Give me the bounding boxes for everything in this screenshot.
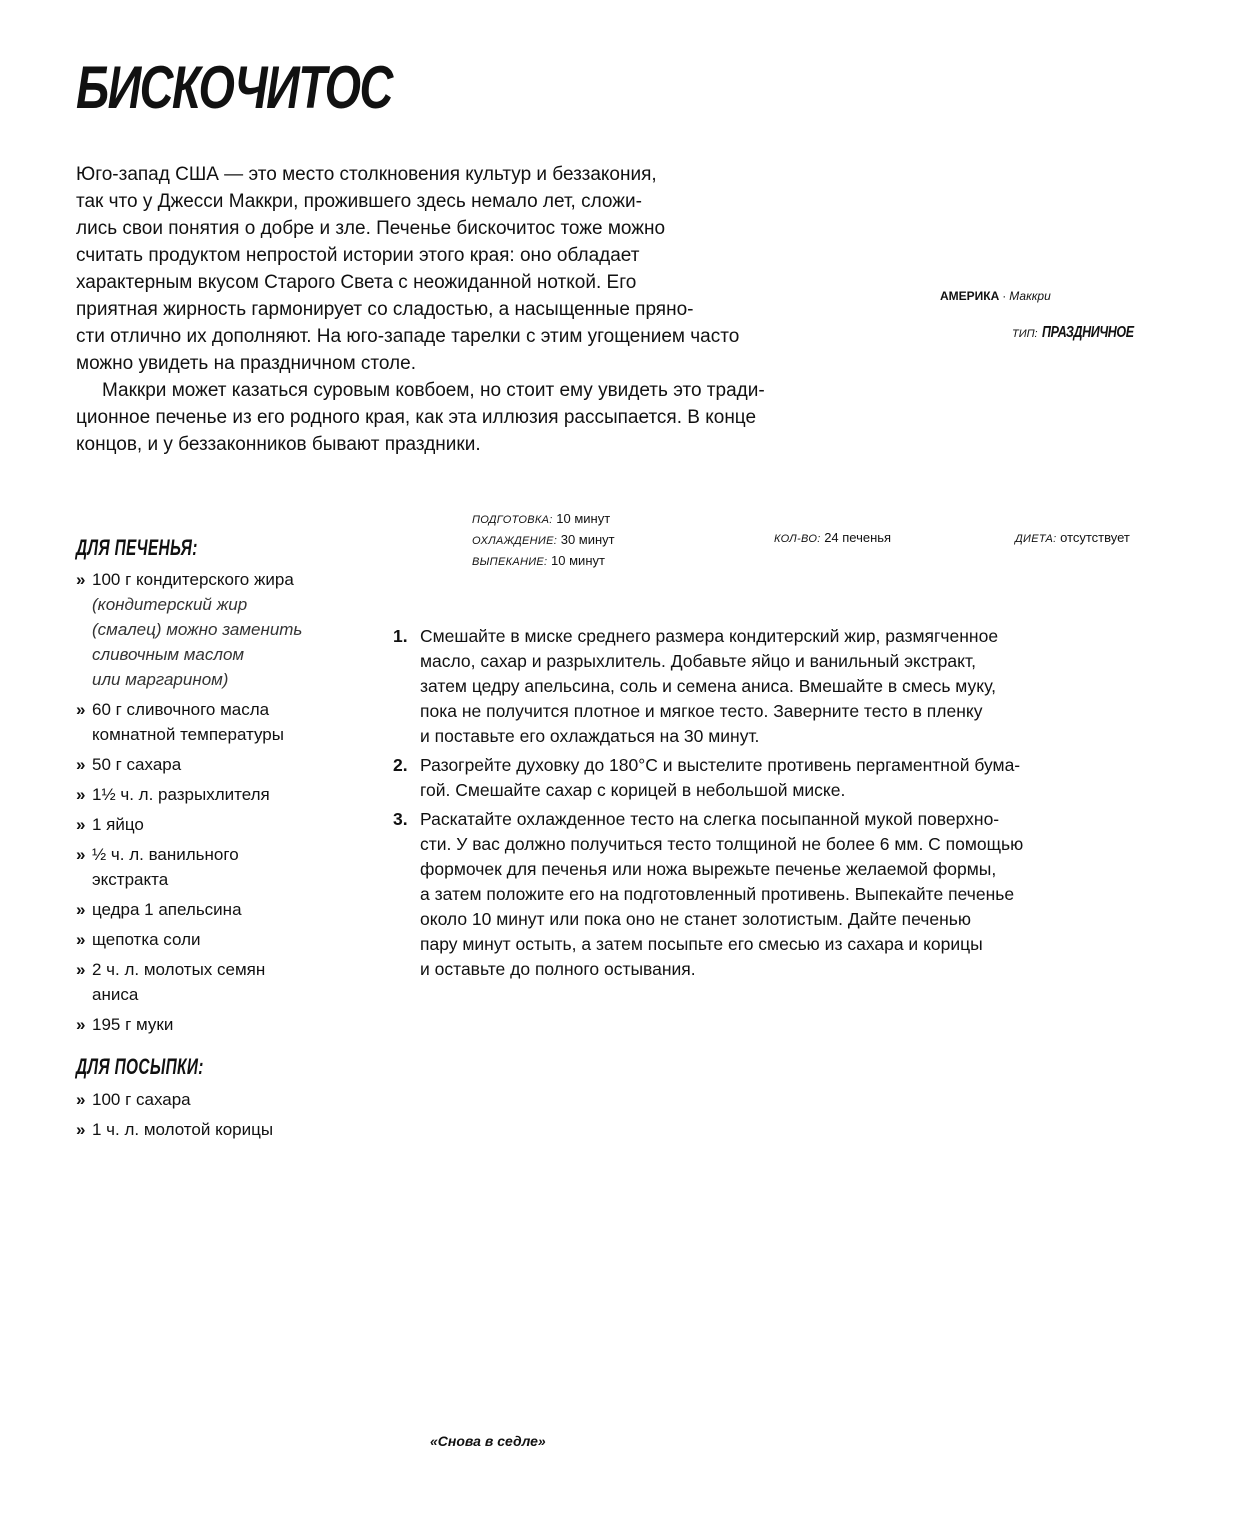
ingredient-item — [76, 1012, 376, 1037]
step-number: 1. — [393, 626, 408, 646]
bullet-icon: » — [76, 570, 86, 589]
ingredient-item — [76, 752, 376, 777]
ingredient-item — [76, 697, 376, 747]
step-line: и поставьте его охлаждаться на 30 минут. — [420, 726, 760, 746]
ingredient-note: (кондитерский жир — [92, 595, 248, 614]
ingredient-item — [76, 897, 376, 922]
step-line: формочек для печенья или ножа вырежьте печенье желаемой формы, — [420, 859, 997, 879]
step-number: 2. — [393, 755, 408, 775]
bullet-icon: » — [76, 900, 86, 919]
step-item — [393, 624, 1153, 749]
ingredient-item — [76, 927, 376, 952]
bullet-icon: » — [76, 1090, 86, 1109]
intro-text — [76, 161, 906, 458]
timing-bake-value: 10 минут — [551, 553, 605, 568]
ingredient-text: 60 г сливочного масла — [92, 700, 270, 719]
type-value: ПРАЗДНИЧНОЕ — [1041, 324, 1134, 341]
ingredient-text: комнатной температуры — [92, 725, 284, 744]
ingredient-text: цедра 1 апельсина — [92, 900, 242, 919]
step-line: и оставьте до полного остывания. — [420, 959, 696, 979]
ingredient-text: щепотка соли — [92, 930, 201, 949]
intro-line: можно увидеть на праздничном столе. — [76, 353, 416, 374]
intro-line: приятная жирность гармонирует со сладостью, а насыщенные пряно- — [76, 299, 694, 320]
ingredient-item — [76, 1117, 376, 1142]
intro-line: сти отлично их дополняют. На юго-западе тарелки с этим угощением часто — [76, 326, 740, 347]
step-line: около 10 минут или пока оно не станет золотистым. Дайте печенью — [420, 909, 972, 929]
ingredient-item — [76, 812, 376, 837]
page-footer: «Снова в седле» — [430, 1433, 546, 1449]
timing-bake-label: ВЫПЕКАНИЕ: — [472, 556, 548, 568]
intro-line: концов, и у беззаконников бывают праздники. — [76, 434, 481, 455]
timing-chill-label: ОХЛАЖДЕНИЕ: — [472, 535, 558, 547]
ingredient-text: 195 г муки — [92, 1015, 174, 1034]
step-line: гой. Смешайте сахар с корицей в небольшой миске. — [420, 780, 846, 800]
cookies-ingredient-list — [76, 567, 376, 1042]
recipe-title: БИСКОЧИТОС — [76, 54, 392, 121]
intro-line: так что у Джесси Маккри, прожившего здесь немало лет, сложи- — [76, 191, 642, 212]
step-line: масло, сахар и разрыхлитель. Добавьте яйцо и ванильный экстракт, — [420, 651, 976, 671]
qty-value: 24 печенья — [824, 530, 892, 545]
instruction-steps — [393, 624, 1153, 986]
ingredient-text: 1 яйцо — [92, 815, 144, 834]
ingredient-text: 100 г сахара — [92, 1090, 191, 1109]
diet-label: ДИЕТА: — [1015, 533, 1057, 545]
bullet-icon: » — [76, 930, 86, 949]
timing-chill — [472, 530, 615, 551]
timing-block — [472, 509, 615, 572]
timing-chill-value: 30 минут — [560, 532, 615, 547]
ingredient-text: 100 г кондитерского жира — [92, 570, 294, 589]
step-line: пару минут остыть, а затем посыпьте его смесью из сахара и корицы — [420, 934, 983, 954]
ingredient-note: или маргарином) — [92, 670, 229, 689]
ingredient-text: 1 ч. л. молотой корицы — [92, 1120, 274, 1139]
bullet-icon: » — [76, 1015, 86, 1034]
timing-bake — [472, 551, 615, 572]
bullet-icon: » — [76, 815, 86, 834]
region-separator: · — [1002, 289, 1007, 303]
timing-prep — [472, 509, 615, 530]
ingredient-text: 2 ч. л. молотых семян — [92, 960, 266, 979]
step-line: Раскатайте охлажденное тесто на слегка посыпанной мукой поверхно- — [420, 809, 1000, 829]
ingredient-item — [76, 1087, 376, 1112]
ingredient-note: (смалец) можно заменить — [92, 620, 303, 639]
bullet-icon: » — [76, 700, 86, 719]
step-line: пока не получится плотное и мягкое тесто. Заверните тесто в пленку — [420, 701, 983, 721]
bullet-icon: » — [76, 755, 86, 774]
intro-line: лись свои понятия о добре и зле. Печенье бискочитос тоже можно — [76, 218, 666, 239]
type-label: ТИП: — [1012, 328, 1038, 340]
ingredient-text: экстракта — [92, 870, 169, 889]
bullet-icon: » — [76, 1120, 86, 1139]
ingredient-note: сливочным маслом — [92, 645, 245, 664]
intro-line: характерным вкусом Старого Света с неожиданной ноткой. Его — [76, 272, 637, 293]
intro-line: Маккри может казаться суровым ковбоем, но стоит ему увидеть это тради- — [102, 380, 765, 401]
region-meta — [940, 289, 1051, 303]
step-line: Разогрейте духовку до 180°C и выстелите противень пергаментной бума- — [420, 755, 1021, 775]
region-country: АМЕРИКА — [940, 289, 1000, 303]
intro-line: ционное печенье из его родного края, как эта иллюзия рассыпается. В конце — [76, 407, 757, 428]
timing-prep-label: ПОДГОТОВКА: — [472, 514, 553, 526]
diet-meta — [1015, 528, 1130, 549]
step-item — [393, 807, 1153, 982]
bullet-icon: » — [76, 960, 86, 979]
ingredient-item — [76, 842, 376, 892]
bullet-icon: » — [76, 785, 86, 804]
step-line: сти. У вас должно получиться тесто толщиной не более 6 мм. С помощью — [420, 834, 1024, 854]
ingredient-item — [76, 782, 376, 807]
ingredient-text: 1½ ч. л. разрыхлителя — [92, 785, 270, 804]
ingredient-text: ½ ч. л. ванильного — [92, 845, 239, 864]
ingredient-item — [76, 567, 376, 692]
step-line: а затем положите его на подготовленный противень. Выпекайте печенье — [420, 884, 1015, 904]
step-item — [393, 753, 1153, 803]
quantity-meta — [774, 528, 891, 549]
timing-prep-value: 10 минут — [556, 511, 611, 526]
ingredient-text: 50 г сахара — [92, 755, 182, 774]
topping-ingredient-list — [76, 1087, 376, 1147]
region-character: Маккри — [1009, 289, 1051, 303]
type-meta — [1012, 324, 1159, 342]
step-line: затем цедру апельсина, соль и семена аниса. Вмешайте в смесь муку, — [420, 676, 996, 696]
qty-label: КОЛ-ВО: — [774, 533, 821, 545]
step-line: Смешайте в миске среднего размера кондитерский жир, размягченное — [420, 626, 999, 646]
step-number: 3. — [393, 809, 408, 829]
topping-heading: ДЛЯ ПОСЫПКИ: — [76, 1054, 204, 1079]
bullet-icon: » — [76, 845, 86, 864]
diet-value: отсутствует — [1060, 530, 1130, 545]
intro-line: считать продуктом непростой истории этого края: оно обладает — [76, 245, 640, 266]
intro-line: Юго-запад США — это место столкновения культур и беззакония, — [76, 164, 657, 185]
ingredient-item — [76, 957, 376, 1007]
ingredient-text: аниса — [92, 985, 139, 1004]
cookies-heading: ДЛЯ ПЕЧЕНЬЯ: — [76, 535, 198, 560]
